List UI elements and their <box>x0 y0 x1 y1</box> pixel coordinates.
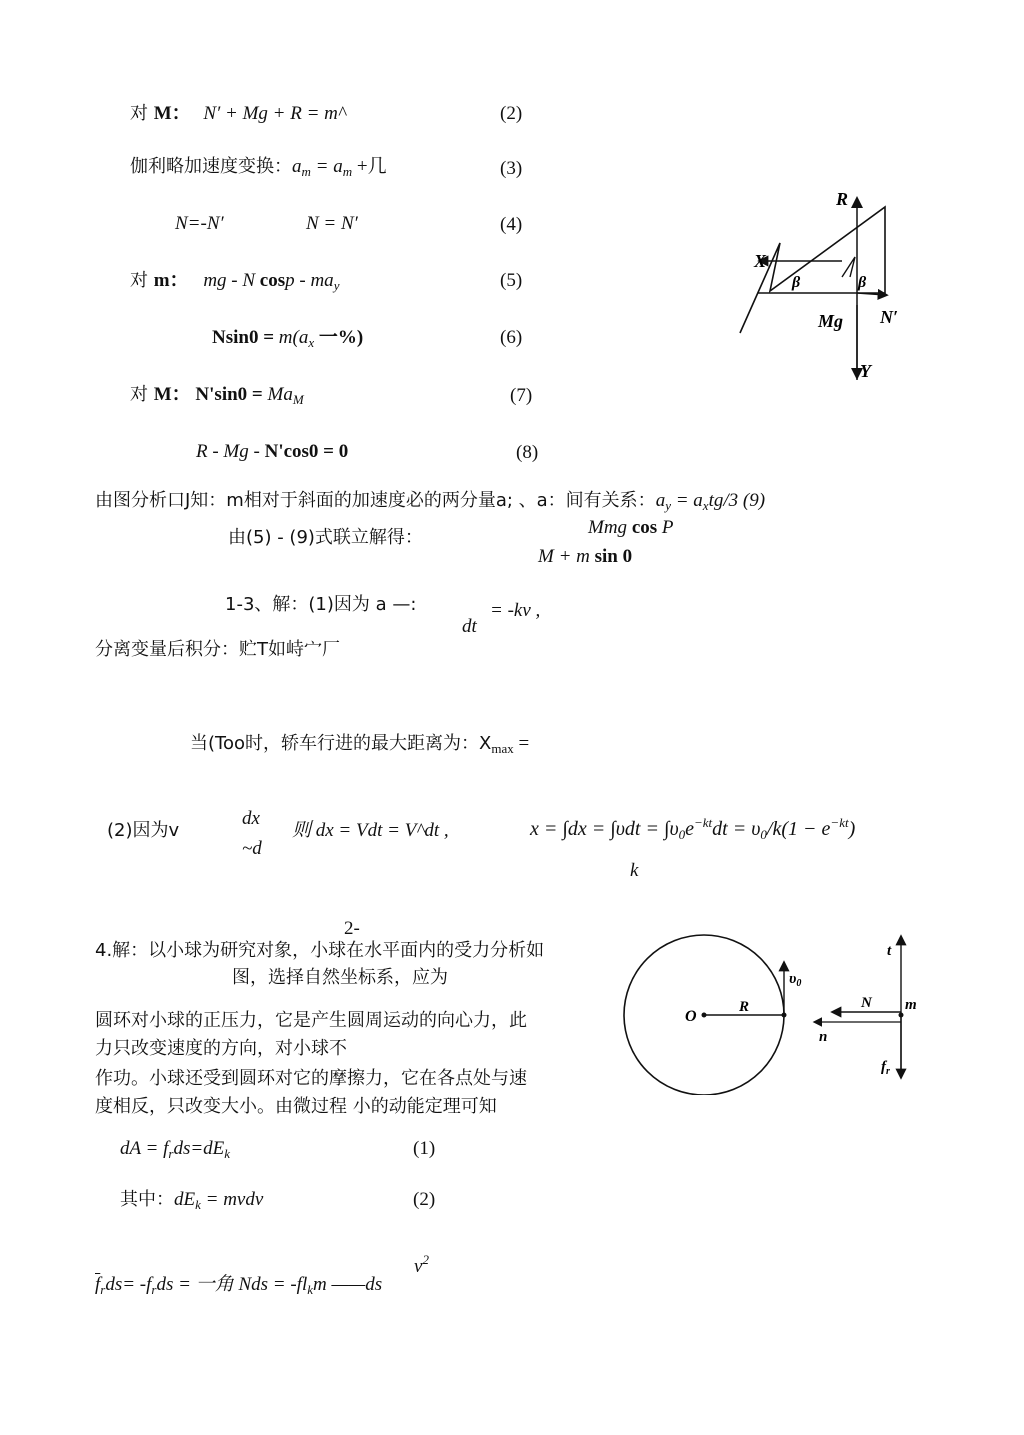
label-m: m <box>905 997 917 1013</box>
k-label: k <box>630 860 639 881</box>
p4-line-1: 4.解：以小球为研究对象，小球在水平面内的受力分析如 <box>95 940 545 961</box>
p4-line-6: 度相反，只改变大小。由微过程 小的动能定理可知 <box>95 1096 497 1117</box>
eq-4-right: N = N′ <box>306 213 358 234</box>
eq-e3: $\overline{f}_rds= -f_rds$ = 一角 Nds = $-fl_km$ ——ds <box>95 1274 383 1297</box>
kv-rhs: = -kv , <box>490 600 541 621</box>
circle-force-diagram <box>615 925 935 1095</box>
then-line: 则 dx = Vdt = V^dt , <box>292 820 449 841</box>
label-n-prime: N′ <box>880 307 899 327</box>
p4-line-3: 圆环对小球的正压力，它是产生圆周运动的向心力，此 <box>95 1010 527 1031</box>
label-n: N <box>861 995 872 1011</box>
eq-number-3: (3) <box>500 158 523 179</box>
eq-number-7: (7) <box>510 385 533 406</box>
label-r: R <box>836 189 849 209</box>
integral-formula: $x = \int dx = \int\upsilon dt = \int\upsilon_0e^{-kt}dt = \upsilon_0/k(1 - e^{-kt})$ <box>530 815 856 842</box>
eq-8: R - Mg - N'cos0 = 0 <box>196 441 349 462</box>
eq-2: 对 M： N′ + Mg + R = m^ <box>130 103 346 124</box>
xmax-line: 当(Too时，轿车行进的最大距离为：$X_{max}$ = <box>190 733 530 756</box>
label-v0: $\upsilon_0$ <box>789 971 802 989</box>
label-x: X <box>754 251 767 271</box>
dx-numerator: dx <box>242 808 260 829</box>
solve-text: 由(5) - (9)式联立解得： <box>228 527 423 548</box>
eq-number-e2: (2) <box>413 1189 436 1210</box>
label-o: O <box>685 1008 697 1025</box>
eq-7: 对 M： $N'\sin 0 = Ma_M$ <box>130 384 304 407</box>
relation-line-9: 由图分析口J知：m相对于斜面的加速度必的两分量a; 、a：间有关系：$a_y = a_xtg/3$ (9) <box>95 490 766 513</box>
problem-1-3: 1-3、解：(1)因为 a —: <box>225 594 417 615</box>
label-t: t <box>887 943 892 959</box>
page-mark: 2- <box>344 918 360 939</box>
solve-numerator: Mmg cos P <box>588 517 674 538</box>
p4-line-4: 力只改变速度的方向，对小球不 <box>95 1038 347 1059</box>
eq-number-6: (6) <box>500 327 523 348</box>
p4-line-5: 作功。小球还受到圆环对它的摩擦力，它在各点处与速 <box>95 1068 527 1089</box>
eq-4-left: N=-N′ <box>175 213 224 234</box>
label-beta-2: β <box>858 274 867 291</box>
v-squared: $v^2$ <box>414 1252 429 1277</box>
eq-3: 伽利略加速度变换：$a_m = a_m$ +几 <box>130 156 387 179</box>
eq-number-4: (4) <box>500 214 523 235</box>
eq-number-e1: (1) <box>413 1138 436 1159</box>
solve-denominator: M + m sin 0 <box>538 546 633 567</box>
label-y: Y <box>860 361 871 381</box>
part-2-text: (2)因为v <box>107 820 180 841</box>
label-beta-1: β <box>792 274 801 291</box>
eq-e2: 其中：$dE_k$ = mvdv <box>120 1189 264 1212</box>
label-fr: $f_r$ <box>881 1059 890 1077</box>
eq-number-8: (8) <box>516 442 539 463</box>
eq-number-2: (2) <box>500 103 523 124</box>
label-radius: R <box>739 999 750 1015</box>
eq-e1: dA = $f_rds=dE_k$ <box>120 1138 231 1161</box>
d-denominator: ~d <box>242 838 262 859</box>
dt-denominator: dt <box>462 616 477 637</box>
incline-force-diagram <box>730 185 920 385</box>
p4-line-2: 图，选择自然坐标系，应为 <box>232 967 448 988</box>
eq-number-5: (5) <box>500 270 523 291</box>
separation-line: 分离变量后积分：贮T如峙宀厂 <box>95 639 340 660</box>
label-n-unit: n <box>819 1029 828 1045</box>
label-mg: Mg <box>818 311 844 331</box>
eq-6: $Nsin0 = m(a_x$ 一%) <box>212 327 364 350</box>
eq-5: 对 m： mg - N cosp - $ma_y$ <box>130 270 340 293</box>
